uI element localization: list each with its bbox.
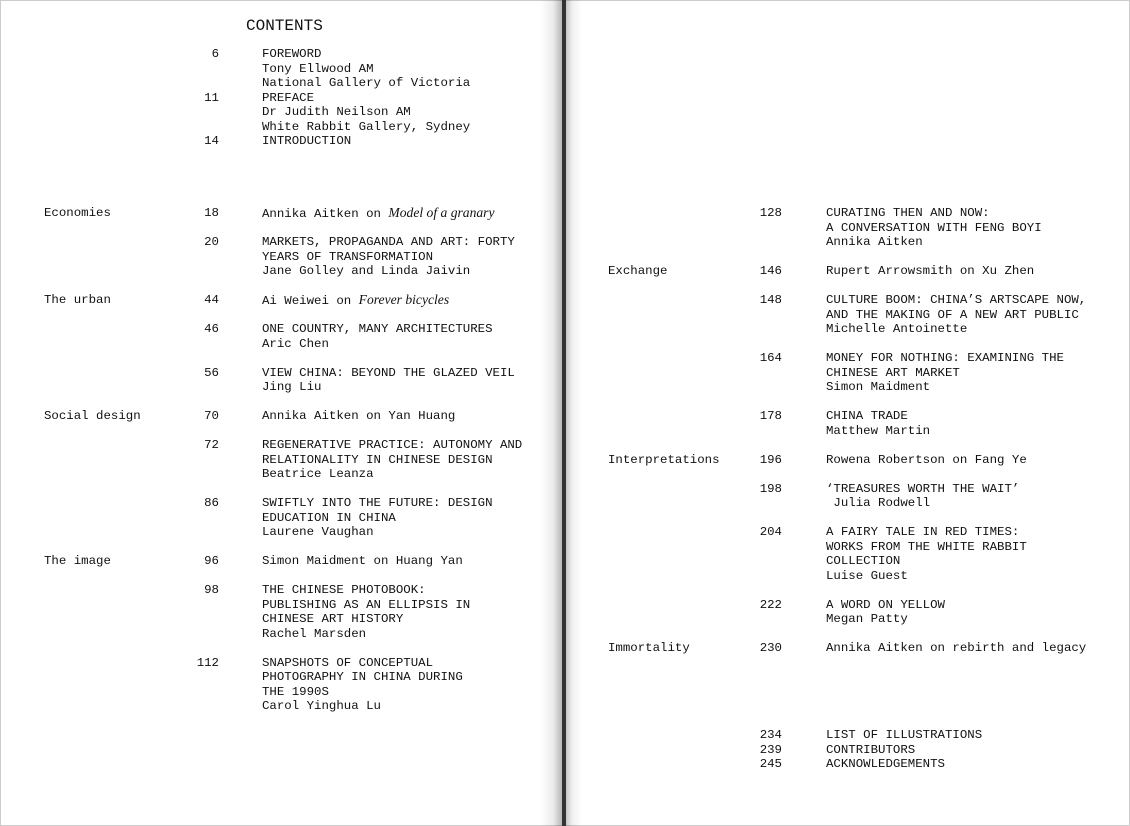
toc-page-number: 128 <box>759 206 782 220</box>
toc-page-number: 86 <box>204 496 219 510</box>
toc-entry-author: Simon Maidment on Huang Yan <box>262 554 463 568</box>
toc-page-number: 6 <box>211 47 219 61</box>
toc-page-number: 196 <box>759 452 782 467</box>
toc-page-number: 239 <box>759 742 782 757</box>
toc-entry-title: CHINA TRADE <box>826 409 908 423</box>
toc-page-number: 198 <box>759 481 782 496</box>
toc-page-number: 245 <box>759 757 782 771</box>
toc-page-number: 11 <box>204 90 219 105</box>
toc-entry-author: Tony Ellwood AM <box>262 61 374 76</box>
toc-entry-title: COLLECTION <box>826 554 901 568</box>
section-label-interpretations: Interpretations <box>608 452 720 467</box>
toc-entry-title: THE CHINESE PHOTOBOOK: <box>262 583 426 597</box>
toc-page-number: 14 <box>204 134 219 148</box>
toc-entry-author: Megan Patty <box>826 612 908 626</box>
toc-page-number: 72 <box>204 438 219 452</box>
toc-page-number: 20 <box>204 235 219 249</box>
toc-entry-title: A WORD ON YELLOW <box>826 597 945 612</box>
toc-entry-author: Annika Aitken <box>826 235 923 249</box>
toc-entry-author: Annika Aitken on rebirth and legacy <box>826 641 1087 655</box>
toc-page-number: 44 <box>204 293 219 307</box>
toc-entry-title: MARKETS, PROPAGANDA AND ART: FORTY <box>262 235 515 249</box>
toc-entry-author: Julia Rodwell <box>826 496 931 510</box>
toc-entry-artwork: Model of a granary <box>388 205 495 220</box>
toc-entry-title: PUBLISHING AS AN ELLIPSIS IN <box>262 597 471 612</box>
toc-entry-author: Simon Maidment <box>826 380 931 394</box>
toc-entry-title: A FAIRY TALE IN RED TIMES: <box>826 525 1020 539</box>
toc-page-number: 56 <box>204 365 219 380</box>
toc-entry-title: CONTRIBUTORS <box>826 742 916 757</box>
toc-page-number: 18 <box>204 206 219 220</box>
toc-entry-author: Annika Aitken on Yan Huang <box>262 409 456 423</box>
toc-entry-title: ‘TREASURES WORTH THE WAIT’ <box>826 481 1020 496</box>
toc-entry-title: PREFACE <box>262 90 315 105</box>
toc-page-number: 234 <box>759 728 782 742</box>
toc-entry-author: Beatrice Leanza <box>262 467 374 481</box>
book-gutter <box>562 0 566 826</box>
toc-entry-title: YEARS OF TRANSFORMATION <box>262 249 434 264</box>
toc-entry-line <box>262 206 495 222</box>
page-title: CONTENTS <box>246 17 323 35</box>
right-page <box>566 0 1130 826</box>
toc-entry-title: PHOTOGRAPHY IN CHINA DURING <box>262 670 463 684</box>
toc-page-number: 230 <box>759 641 782 655</box>
toc-entry-title: THE 1990S <box>262 684 329 699</box>
toc-entry-line <box>262 293 449 309</box>
toc-entry-title: CURATING THEN AND NOW: <box>826 206 990 220</box>
section-label-economies: Economies <box>44 206 111 220</box>
section-label-social-design: Social design <box>44 409 141 423</box>
left-page <box>0 0 562 826</box>
toc-entry-title: VIEW CHINA: BEYOND THE GLAZED VEIL <box>262 365 515 380</box>
toc-entry-affiliation: National Gallery of Victoria <box>262 76 471 90</box>
toc-entry-author: Ai Weiwei on <box>262 294 359 308</box>
toc-entry-title: INTRODUCTION <box>262 134 352 148</box>
toc-entry-title: ACKNOWLEDGEMENTS <box>826 757 945 771</box>
toc-page-number: 148 <box>759 293 782 307</box>
toc-page-number: 96 <box>204 554 219 568</box>
toc-entry-title: CULTURE BOOM: CHINA’S ARTSCAPE NOW, <box>826 293 1087 307</box>
toc-entry-title: WORKS FROM THE WHITE RABBIT <box>826 539 1027 554</box>
toc-page-number: 112 <box>196 655 219 670</box>
toc-entry-title: LIST OF ILLUSTRATIONS <box>826 728 983 742</box>
toc-entry-title: FOREWORD <box>262 47 322 61</box>
toc-page-number: 222 <box>759 597 782 612</box>
toc-entry-author: Rachel Marsden <box>262 626 367 641</box>
toc-entry-title: MONEY FOR NOTHING: EXAMINING THE <box>826 351 1064 365</box>
toc-entry-author: Jane Golley and Linda Jaivin <box>262 264 471 278</box>
toc-entry-author: Dr Judith Neilson AM <box>262 105 411 119</box>
toc-entry-author: Michelle Antoinette <box>826 322 968 336</box>
toc-entry-author: Matthew Martin <box>826 423 931 438</box>
toc-entry-title: CHINESE ART MARKET <box>826 365 960 380</box>
toc-entry-title: CHINESE ART HISTORY <box>262 612 404 626</box>
toc-entry-author: Aric Chen <box>262 336 329 351</box>
toc-entry-author: Carol Yinghua Lu <box>262 699 381 713</box>
toc-page-number: 146 <box>759 264 782 278</box>
toc-entry-author: Laurene Vaughan <box>262 525 374 539</box>
toc-entry-title: ONE COUNTRY, MANY ARCHITECTURES <box>262 322 493 336</box>
toc-page-number: 164 <box>759 351 782 365</box>
toc-page-number: 98 <box>204 583 219 597</box>
toc-page-number: 178 <box>759 409 782 423</box>
toc-entry-title: A CONVERSATION WITH FENG BOYI <box>826 220 1042 235</box>
toc-entry-author: Rupert Arrowsmith on Xu Zhen <box>826 264 1035 278</box>
toc-entry-title: SNAPSHOTS OF CONCEPTUAL <box>262 655 434 670</box>
toc-entry-author: Jing Liu <box>262 380 322 394</box>
toc-entry-title: EDUCATION IN CHINA <box>262 510 396 525</box>
toc-entry-author: Annika Aitken on <box>262 207 389 221</box>
toc-entry-artwork: Forever bicycles <box>358 292 450 307</box>
section-label-immortality: Immortality <box>608 641 690 655</box>
toc-entry-title: SWIFTLY INTO THE FUTURE: DESIGN <box>262 496 493 510</box>
toc-entry-title: REGENERATIVE PRACTICE: AUTONOMY AND <box>262 438 523 452</box>
toc-entry-affiliation: White Rabbit Gallery, Sydney <box>262 119 471 134</box>
section-label-exchange: Exchange <box>608 264 668 278</box>
toc-entry-author: Rowena Robertson on Fang Ye <box>826 452 1027 467</box>
toc-page-number: 204 <box>759 525 782 539</box>
section-label-the-urban: The urban <box>44 293 111 307</box>
toc-entry-author: Luise Guest <box>826 568 908 583</box>
toc-page-number: 46 <box>204 322 219 336</box>
toc-entry-title: RELATIONALITY IN CHINESE DESIGN <box>262 452 493 467</box>
section-label-the-image: The image <box>44 554 111 568</box>
toc-entry-title: AND THE MAKING OF A NEW ART PUBLIC <box>826 307 1079 322</box>
toc-page-number: 70 <box>204 409 219 423</box>
